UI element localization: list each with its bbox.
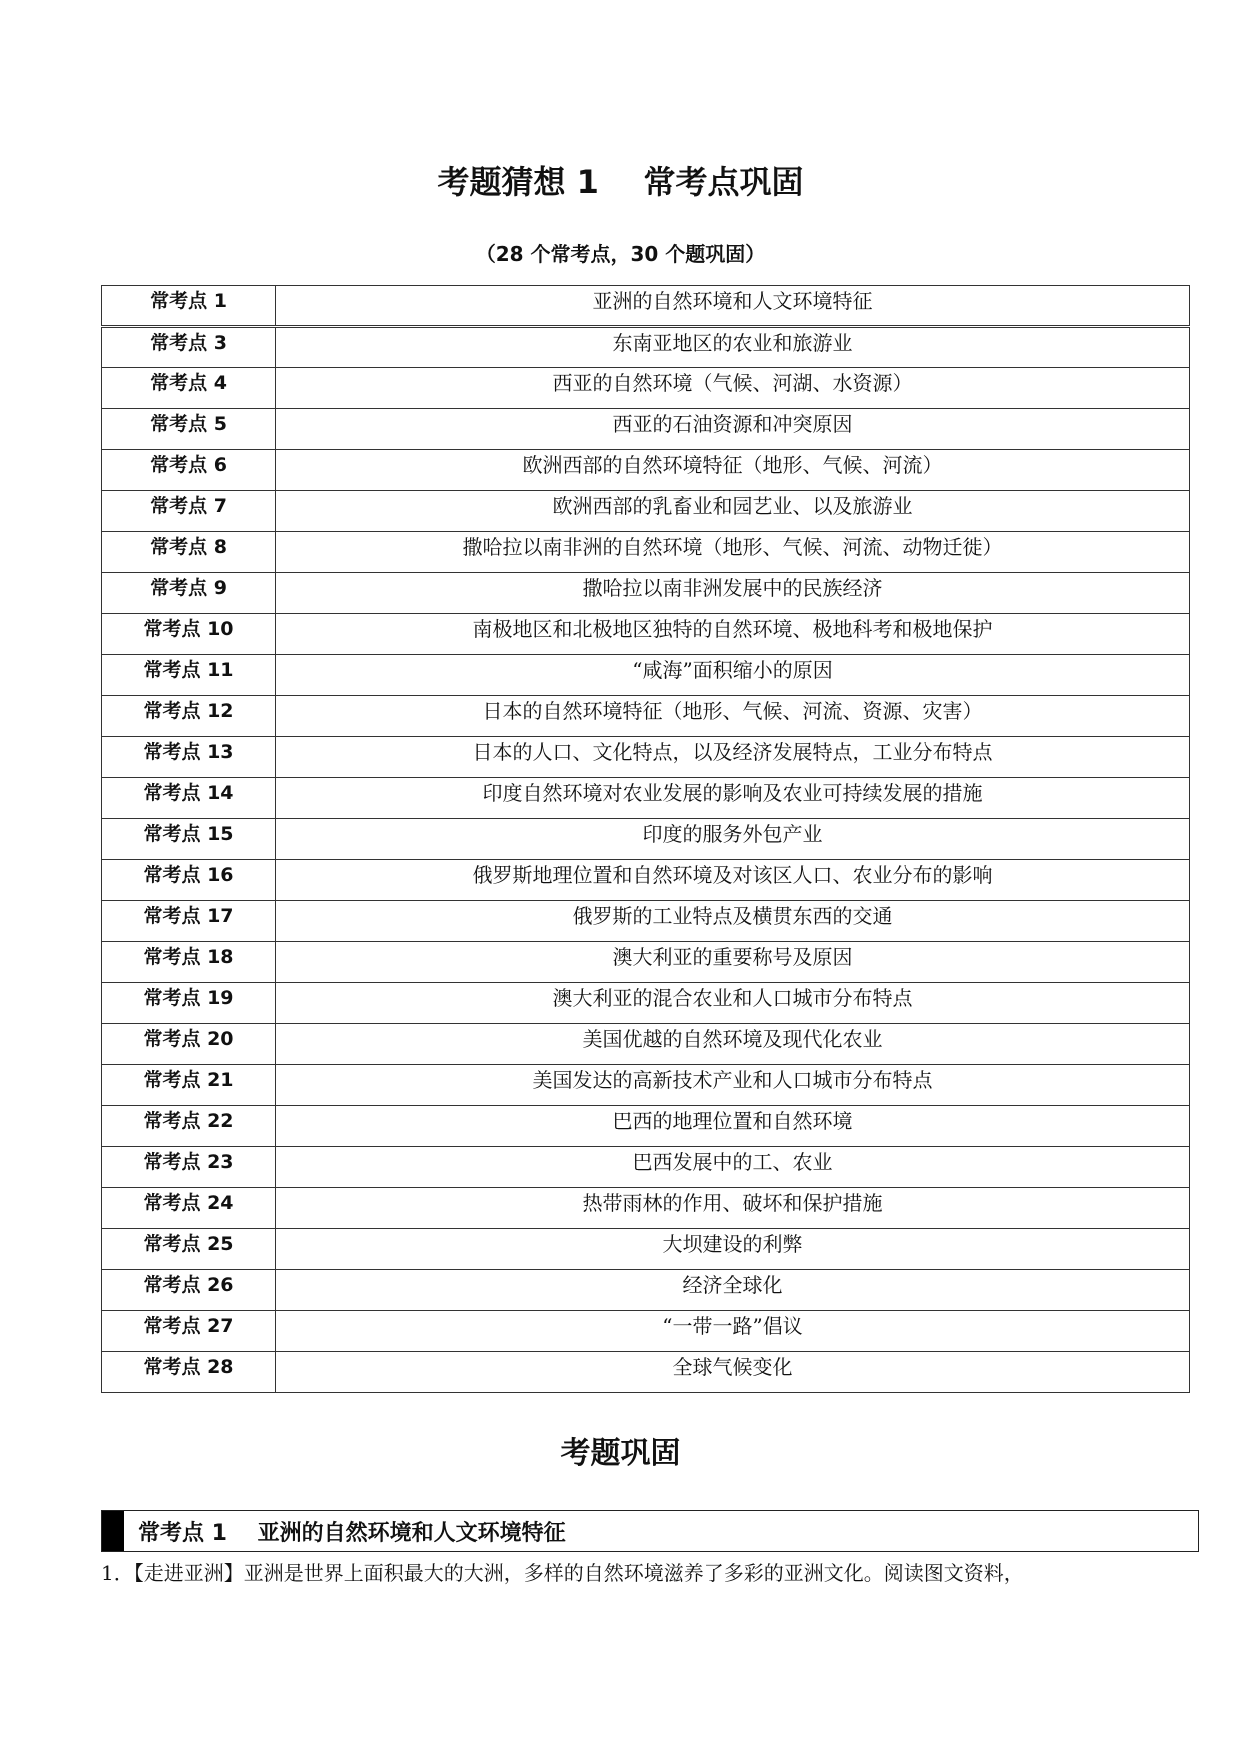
key-point-label: 常考点 18 [102,942,276,983]
table-row [102,1352,1190,1393]
key-point-topic: 热带雨林的作用、破坏和保护措施 [276,1188,1190,1229]
table-row [102,573,1190,614]
key-point-topic: 大坝建设的利弊 [276,1229,1190,1270]
table-row [102,655,1190,696]
table-row [102,737,1190,778]
table-row [102,409,1190,450]
key-point-label: 常考点 10 [102,614,276,655]
key-point-topic: 巴西的地理位置和自然环境 [276,1106,1190,1147]
table-row [102,286,1190,327]
key-point-label: 常考点 3 [102,327,276,368]
table-row [102,450,1190,491]
key-point-topic: 撒哈拉以南非洲的自然环境（地形、气候、河流、动物迁徙） [276,532,1190,573]
section-header-text: 常考点 1 亚洲的自然环境和人文环境特征 [138,1520,566,1546]
key-point-topic: 东南亚地区的农业和旅游业 [276,327,1190,368]
key-point-label: 常考点 11 [102,655,276,696]
key-point-topic: 全球气候变化 [276,1352,1190,1393]
section-header-bar [101,1510,1199,1552]
table-row [102,1024,1190,1065]
table-row [102,901,1190,942]
key-point-topic: 澳大利亚的混合农业和人口城市分布特点 [276,983,1190,1024]
table-row [102,1270,1190,1311]
key-point-topic: 印度自然环境对农业发展的影响及农业可持续发展的措施 [276,778,1190,819]
key-point-label: 常考点 25 [102,1229,276,1270]
question-text: 1．【走进亚洲】亚洲是世界上面积最大的大洲，多样的自然环境滋养了多彩的亚洲文化。阅读图文资料， [101,1561,1024,1585]
page-title: 考题猜想 1 常考点巩固 [437,163,804,201]
key-point-label: 常考点 23 [102,1147,276,1188]
table-row [102,696,1190,737]
table-row [102,778,1190,819]
table-row [102,1147,1190,1188]
key-point-label: 常考点 28 [102,1352,276,1393]
table-row [102,860,1190,901]
table-row [102,1229,1190,1270]
key-point-label: 常考点 8 [102,532,276,573]
table-row [102,942,1190,983]
key-point-label: 常考点 24 [102,1188,276,1229]
key-point-topic: 经济全球化 [276,1270,1190,1311]
key-point-topic: 欧洲西部的乳畜业和园艺业、以及旅游业 [276,491,1190,532]
table-row [102,1188,1190,1229]
key-point-topic: 西亚的自然环境（气候、河湖、水资源） [276,368,1190,409]
subtitle: （28 个常考点，30 个题巩固） [475,242,766,266]
table-row [102,532,1190,573]
key-point-topic: 俄罗斯地理位置和自然环境及对该区人口、农业分布的影响 [276,860,1190,901]
key-point-label: 常考点 12 [102,696,276,737]
key-point-label: 常考点 6 [102,450,276,491]
key-point-topic: 欧洲西部的自然环境特征（地形、气候、河流） [276,450,1190,491]
key-point-topic: 澳大利亚的重要称号及原因 [276,942,1190,983]
key-point-label: 常考点 19 [102,983,276,1024]
key-point-topic: 印度的服务外包产业 [276,819,1190,860]
key-point-topic: 南极地区和北极地区独特的自然环境、极地科考和极地保护 [276,614,1190,655]
key-point-label: 常考点 20 [102,1024,276,1065]
key-point-topic: 西亚的石油资源和冲突原因 [276,409,1190,450]
key-point-label: 常考点 27 [102,1311,276,1352]
table-row [102,1106,1190,1147]
key-point-topic: 亚洲的自然环境和人文环境特征 [276,286,1190,327]
key-point-topic: “一带一路”倡议 [276,1311,1190,1352]
section-title: 考题巩固 [560,1436,681,1471]
key-point-topic: 日本的人口、文化特点，以及经济发展特点，工业分布特点 [276,737,1190,778]
key-point-label: 常考点 5 [102,409,276,450]
table-row [102,327,1190,368]
key-point-label: 常考点 21 [102,1065,276,1106]
key-point-topic: 美国发达的高新技术产业和人口城市分布特点 [276,1065,1190,1106]
key-point-label: 常考点 9 [102,573,276,614]
table-row [102,1065,1190,1106]
key-point-topic: “咸海”面积缩小的原因 [276,655,1190,696]
table-row [102,983,1190,1024]
table-row [102,368,1190,409]
key-point-label: 常考点 26 [102,1270,276,1311]
key-point-label: 常考点 14 [102,778,276,819]
key-point-label: 常考点 7 [102,491,276,532]
table-row [102,614,1190,655]
key-point-label: 常考点 13 [102,737,276,778]
key-point-topic: 美国优越的自然环境及现代化农业 [276,1024,1190,1065]
key-point-label: 常考点 16 [102,860,276,901]
key-point-label: 常考点 17 [102,901,276,942]
key-point-label: 常考点 15 [102,819,276,860]
table-row [102,819,1190,860]
key-points-table [101,285,1190,1393]
key-point-topic: 巴西发展中的工、农业 [276,1147,1190,1188]
key-point-topic: 俄罗斯的工业特点及横贯东西的交通 [276,901,1190,942]
key-point-label: 常考点 1 [102,286,276,327]
key-point-topic: 日本的自然环境特征（地形、气候、河流、资源、灾害） [276,696,1190,737]
table-row [102,491,1190,532]
section-marker [102,1511,124,1551]
key-point-label: 常考点 22 [102,1106,276,1147]
key-point-topic: 撒哈拉以南非洲发展中的民族经济 [276,573,1190,614]
key-point-label: 常考点 4 [102,368,276,409]
table-row [102,1311,1190,1352]
